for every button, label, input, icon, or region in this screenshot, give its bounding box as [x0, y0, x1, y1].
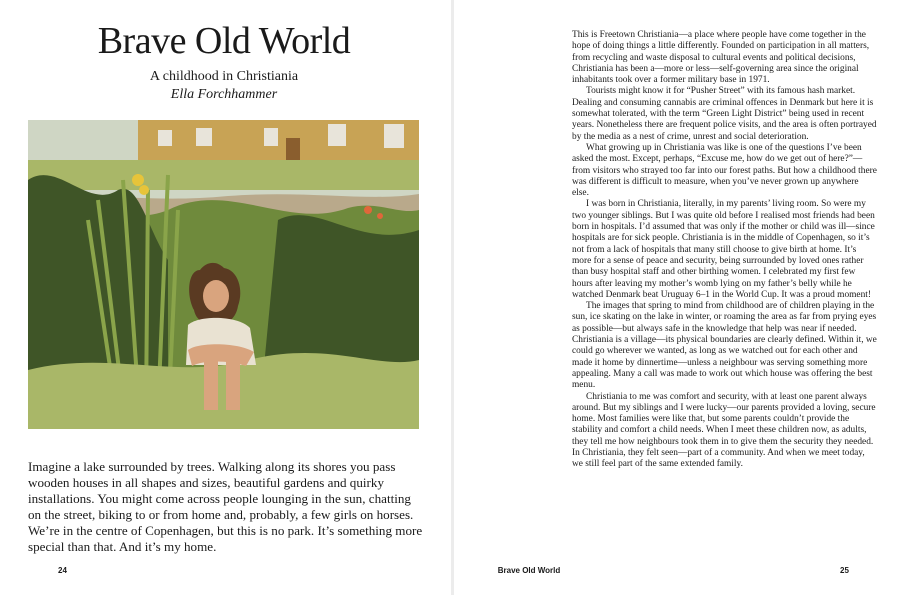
body-paragraph: What growing up in Christiania was like is one of the questions I’ve been asked the most. Except, perhaps, “Excuse me, how do we get out of here?”—from visitors who strayed too far into our forest paths. But how a childhood there was different is difficult to measure, when you’ve never grown up anywhere else. — [572, 142, 877, 199]
article-body — [572, 30, 877, 471]
running-title: Brave Old World — [497, 566, 561, 575]
left-page — [0, 0, 452, 595]
photo-illustration — [28, 120, 419, 429]
body-paragraph: This is Freetown Christiania—a place where people have come together in the hope of doing things a little differently. Founded on participation in all matters, from recycling and waste disposal to cultural events and political decisions, Christiania has been a—more or less—self-governing area since the original inhabitants took over a former military base in 1971. — [572, 30, 870, 86]
body-paragraph: The images that spring to mind from childhood are of children playing in the sun, ice skating on the lake in winter, or roaming the area as far from prying eyes as possible—but always safe in the knowledge that help was near if needed. Christiania is a village—its physical boundaries are clearly defined. Within it, we could go wherever we wanted, as long as we watched out for each other and made it home by dinnertime—unless a neighbour was serving something more appealing. Many a call was made to work out which house was offering the best menu. — [572, 301, 877, 391]
childhood-photo — [28, 120, 419, 429]
article-subtitle: A childhood in Christiania — [149, 69, 299, 84]
page-number-left: 24 — [58, 566, 67, 575]
body-paragraph: I was born in Christiania, literally, in my parents’ living room. So were my two younger siblings. But I was quite old before I realised most friends had been born in hospitals. I’d assumed that was only if the mother or child was ill—since hospitals are for sick people. Christiania is in the middle of Copenhagen, so it’s not from a lack of hospitals that many still choose to give birth at home. It’s more for a sense of peace and security, being surrounded by loved ones rather than busy hospital staff and other birthing women. I celebrated my first few hours after leaving my mother’s womb lying on my father’s belly while he watched Denmark beat Uruguay 6–1 in the World Cup. It was a proud moment! — [572, 199, 875, 300]
article-title: Brave Old World — [97, 20, 351, 62]
article-author: Ella Forchhammer — [170, 87, 278, 102]
body-paragraph: Tourists might know it for “Pusher Street” with its famous hash market. Dealing and consuming cannabis are criminal offences in Denmark but here it is somewhat tolerated, with the term “Green Light District” being used in recent years. Nonetheless there are frequent police visits, and the area is often portrayed by the media as a nest of crime, unrest and social deterioration. — [572, 86, 877, 142]
photo-flower — [132, 174, 144, 186]
intro-paragraph: Imagine a lake surrounded by trees. Walking along its shores you pass wooden houses in all shapes and sizes, beautiful gardens and quirky installations. You might come across people lounging in the sun, chatting on the street, biking to or from home and, probably, a few girls on horses. We’re in the centre of Copenhagen, but this is no park. It’s something more special than that. And it’s my home. — [28, 459, 423, 554]
photo-garden-far — [28, 160, 419, 190]
page-number-right: 25 — [840, 566, 849, 575]
body-paragraph: Christiania to me was comfort and security, with at least one parent always around. But my siblings and I were lucky—our parents provided a loving, secure home. Most families were like that, but some parents couldn’t provide the stability and comfort a child needs. When I meet these children now, as adults, they tell me how neighbours took them in to give them the security they needed. In Christiania, they felt seen—part of a community. And when we meet today, we still feel part of the same extended family. — [572, 391, 876, 470]
